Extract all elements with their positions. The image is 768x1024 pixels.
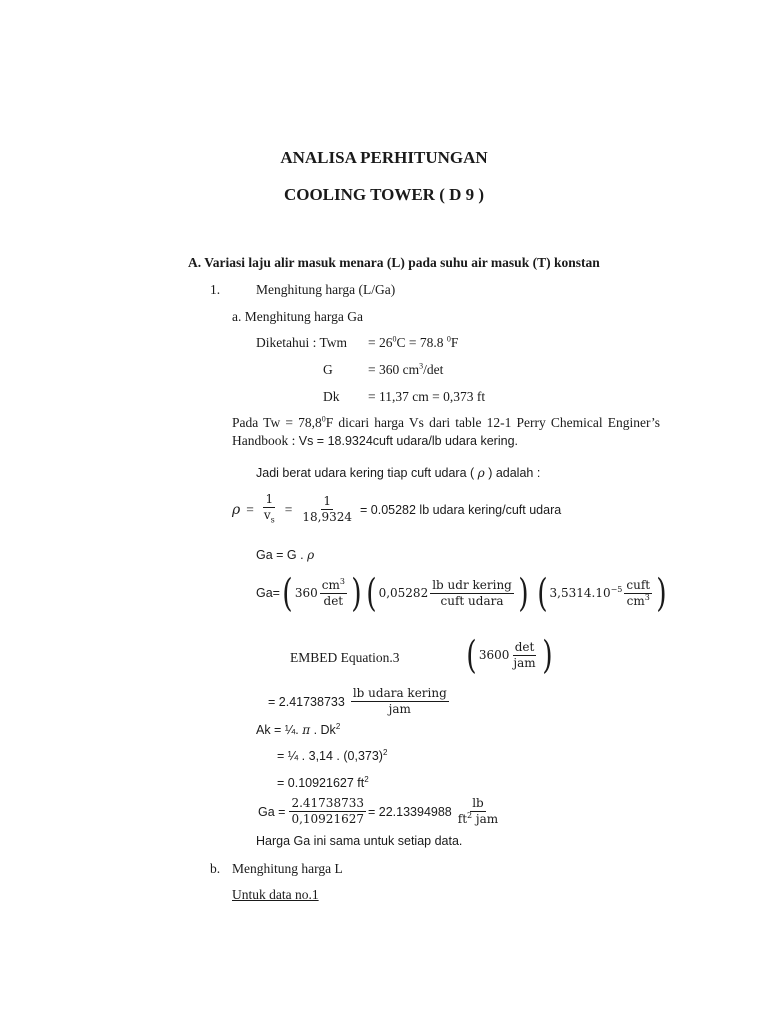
page-title: ANALISA PERHITUNGAN [280,148,488,167]
ak-line-1: Ak = ¼. π . Dk$^2$ [256,721,341,737]
vs-paragraph: Pada $Tw = 78,8^0F$ dicari harga Vs dari table 12-1 Perry Chemical Enginer’s Handbook : Vs = 18.9324cuft udara/lb udara kering. [232,414,661,448]
sub-b-number: b. [210,861,221,876]
rho-equation: ρ = $\frac{1}{v_s}$ = $\frac{1}{18,9324}$ = 0.05282 lb udara kering/cuft udara [232,492,562,525]
data-no-1-heading: Untuk data no.1 [232,887,319,902]
known-g-label: G [323,362,333,377]
ak-line-2: = ¼ . 3,14 . $(0,373)^2$ [277,747,388,763]
known-g-value: = 360 $cm^3/\det$ [368,361,444,377]
sub-a-heading: a. Menghitung harga Ga [232,309,363,324]
ga-result: = 2.41738733 $\frac{\text{lb udara kering}}{\text{jam}}$ [268,686,447,716]
known-dk-value: = 11,37 cm = 0,373 ft [368,389,486,404]
page-subtitle: COOLING TOWER ( D 9 ) [283,185,485,204]
known-dk-label: Dk [323,389,340,404]
ga-note: Harga Ga ini sama untuk setiap data. [256,834,463,848]
ga-product-equation: Ga= ( 360 $\frac{cm^3}{\det}$ ) ( 0,05282 $\frac{\text{lb udr kering}}{\text{cuft udara}}$ ) ( $3,5314.10^{-5}$ $\frac{\text{cuft}}{cm^3}$ ) [256,571,667,615]
item-1-text: Menghitung harga (L/Ga) [256,282,396,297]
known-twm-value: = $26^0C = 78.8$ $^0$F [368,334,459,350]
known-twm-label: Diketahui : Twm [256,335,348,350]
sub-b-heading: Menghitung harga L [232,861,343,876]
ga-rho-line: Ga = G . ρ [256,548,315,562]
item-1-number: 1. [210,282,221,297]
ga-final-equation: Ga = $\frac{2.41738733}{0,10921627}$ = 22.13394988 $\frac{lb}{ft^2 jam}$ [258,796,499,826]
embed-equation-factor: ( 3600 $\frac{\det}{\text{jam}}$ ) [466,633,553,677]
section-a-heading: A. Variasi laju alir masuk menara (L) pada suhu air masuk (T) konstan [188,255,600,270]
embed-equation-label: EMBED Equation.3 [290,650,400,665]
rho-intro: Jadi berat udara kering tiap cuft udara ( ρ ) adalah : [256,466,541,480]
ak-line-3: = 0.10921627 $ft^2$ [277,774,369,790]
